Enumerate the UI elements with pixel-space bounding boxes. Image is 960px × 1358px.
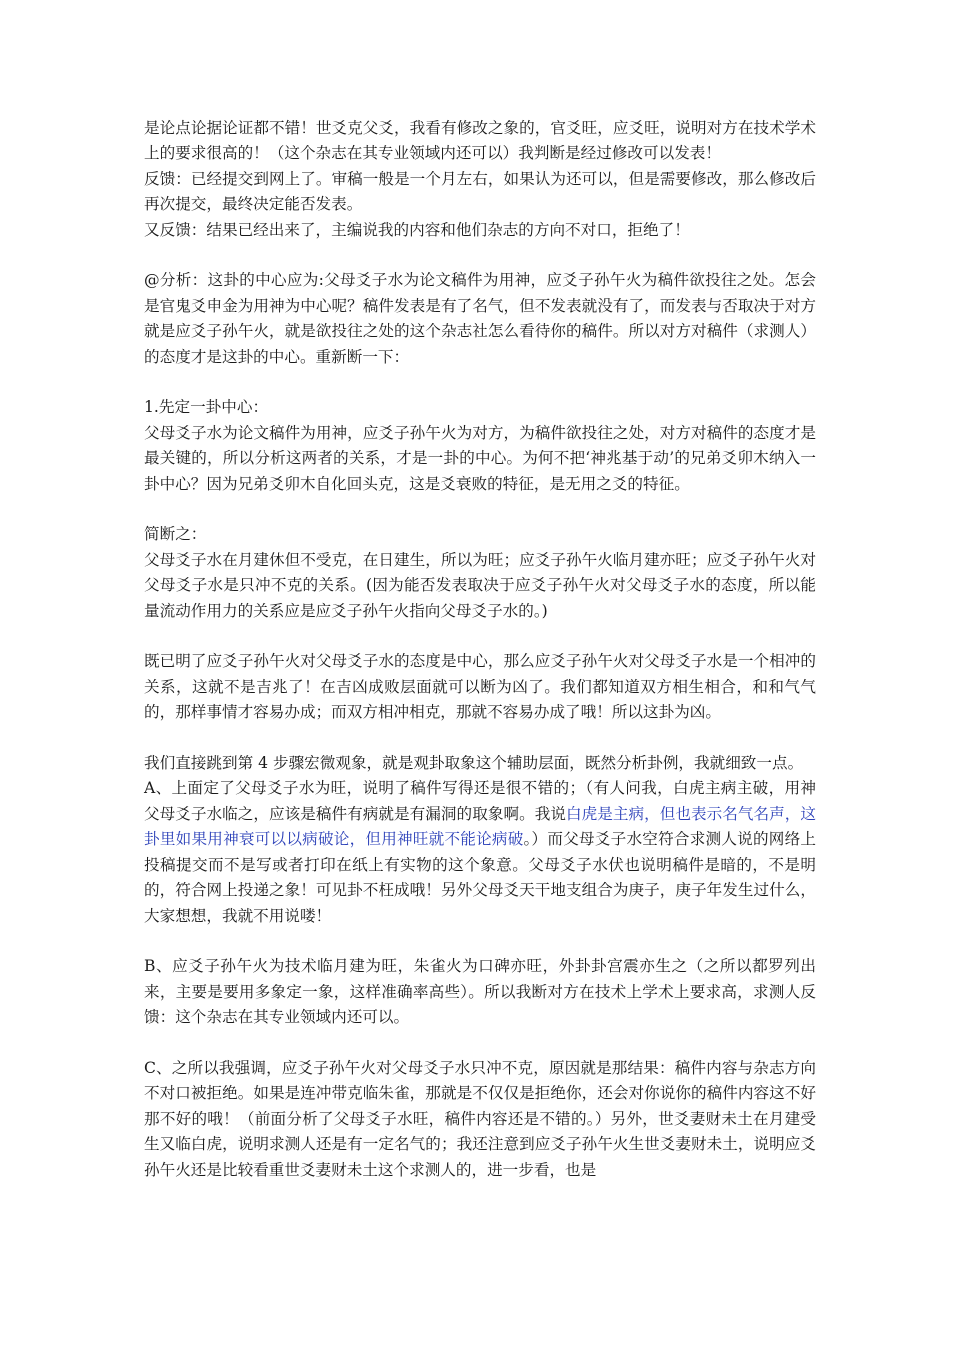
paragraph-point-c: C、之所以我强调，应爻子孙午火对父母爻子水只冲不克，原因就是那结果：稿件内容与杂志方向不对口被拒绝。如果是连冲带克临朱雀，那就是不仅仅是拒绝你，还会对你说你的稿件内容这不好那不好的哦！（前面分析了父母爻子水旺，稿件内容还是不错的。）另外，世爻妻财未土在月建受生又临白虎，说明求测人还是有一定名气的；我还注意到应爻子孙午火生世爻妻财未土，说明应爻孙午火还是比较看重世爻妻财未土这个求测人的，进一步看，也是 (144, 1058, 816, 1179)
paragraph-gap (144, 726, 816, 751)
section-heading-step1: 1.先定一卦中心： (144, 398, 269, 417)
point-a-highlight: 白虎是主病，但也表示名气名声，这卦里如果用神衰可以以病破论，但用神旺就不能论病破 (144, 804, 816, 849)
paragraph-step4: 我们直接跳到第 4 步骤宏微观象，就是观卦取象这个辅助层面，既然分析卦例，我就细致一点。 (144, 754, 804, 773)
paragraph-gap (144, 497, 816, 522)
paragraph-gap (144, 1031, 816, 1056)
paragraph-analysis: @分析：这卦的中心应为:父母爻子水为论文稿件为用神，应爻子孙午火为稿件欲投往之处。怎会是官鬼爻申金为用神为中心呢？稿件发表是有了名气，但不发表就没有了，而发表与否取决于对方就是应爻子孙午火，就是欲投往之处的这个杂志社怎么看待你的稿件。所以对方对稿件（求测人）的态度才是这卦的中心。重新断一下： (144, 271, 816, 366)
paragraph-gap (144, 624, 816, 649)
paragraph-second-feedback: 又反馈：结果已经出来了，主编说我的内容和他们杂志的方向不对口，拒绝了！ (144, 220, 690, 239)
paragraph-step1: 父母爻子水为论文稿件为用神，应爻子孙午火为对方，为稿件欲投往之处，对方对稿件的态度才是最关键的，所以分析这两者的关系，才是一卦的中心。为何不把‘神兆基于动’的兄弟爻卯木纳入一卦中心？因为兄弟爻卯木自化回头克，这是爻衰败的特征，是无用之爻的特征。 (144, 423, 816, 493)
paragraph-brief: 父母爻子水在月建休但不受克，在日建生，所以为旺；应爻子孙午火临月建亦旺；应爻子孙午火对父母爻子水是只冲不克的关系。(因为能否发表取决于应爻子孙午火对父母爻子水的态度，所以能量流动作用力的关系应是应爻子孙午火指向父母爻子水的。) (144, 550, 816, 620)
point-a-text-start: A、上面定了父母爻子水为旺，说明了稿件写得还是很不错的；（有人问我，白虎主病主破，用神父母爻子水临之，应该是稿件有病就是有漏洞的取象啊。我说 (144, 779, 816, 823)
document-body (144, 116, 816, 1183)
paragraph-feedback: 反馈：已经提交到网上了。审稿一般是一个月左右，如果认为还可以，但是需要修改，那么修改后再次提交，最终决定能否发表。 (144, 169, 816, 214)
paragraph-conclusion: 是论点论据论证都不错！世爻克父爻，我看有修改之象的，官爻旺，应爻旺，说明对方在技术学术上的要求很高的！（这个杂志在其专业领域内还可以）我判断是经过修改可以发表！ (144, 119, 816, 163)
paragraph-point-a (144, 776, 816, 928)
section-heading-brief: 简断之： (144, 525, 207, 544)
paragraph-gap (144, 929, 816, 954)
point-a-text-end: 。）而父母爻子水空符合求测人说的网络上投稿提交而不是写或者打印在纸上有实物的这个象意。父母爻子水伏也说明稿件是暗的，不是明的，符合网上投递之象！可见卦不枉成哦！另外父母爻天干地支组合为庚子，庚子年发生过什么，大家想想，我就不用说喽！ (144, 830, 816, 925)
paragraph-gap (144, 243, 816, 268)
paragraph-point-b: B、应爻子孙午火为技术临月建为旺，朱雀火为口碑亦旺，外卦卦宫震亦生之（之所以都罗列出来，主要是要用多象定一象，这样准确率高些）。所以我断对方在技术上学术上要求高，求测人反馈：这个杂志在其专业领域内还可以。 (144, 957, 816, 1027)
paragraph-clash: 既已明了应爻子孙午火对父母爻子水的态度是中心，那么应爻子孙午火对父母爻子水是一个相冲的关系，这就不是吉兆了！在吉凶成败层面就可以断为凶了。我们都知道双方相生相合，和和气气的，那样事情才容易办成；而双方相冲相克，那就不容易办成了哦！所以这卦为凶。 (144, 652, 816, 722)
paragraph-gap (144, 370, 816, 395)
